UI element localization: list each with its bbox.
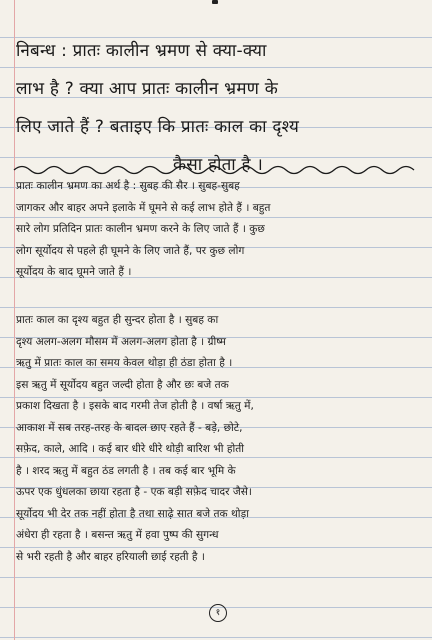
text-line: दृश्य अलग-अलग मौसम में अलग-अलग होता है । ग्रीष्म — [16, 335, 226, 348]
text-line: से भरी रहती है और बाहर हरियाली छाई रहती है । — [16, 550, 205, 563]
text-line: जागकर और बाहर अपने इलाके में घूमने से कई लाभ होते हैं । बहुत — [16, 201, 271, 214]
squiggle-divider — [12, 163, 422, 177]
text-line: सफ़ेद, काले, आदि । कई बार धीरे धीरे थोड़ी बारिश भी होती — [16, 443, 244, 455]
text-line: आकाश में सब तरह-तरह के बादल छाए रहते हैं - बड़े, छोटे, — [16, 421, 243, 434]
text-line: सारे लोग प्रतिदिन प्रातः कालीन भ्रमण करने के लिए जाते हैं । कुछ — [16, 223, 265, 235]
margin-line — [14, 0, 15, 640]
heading-line: लाभ है ? क्या आप प्रातः कालीन भ्रमण के — [16, 79, 279, 99]
text-line: लोग सूर्योदय से पहले ही घूमने के लिए जाते हैं, पर कुछ लोग — [16, 244, 245, 257]
text-line: अंधेरा ही रहता है । बसन्त ऋतु में हवा पुष्प की सुगन्ध — [16, 529, 219, 541]
text-line: इस ऋतु में सूर्योदय बहुत जल्दी होता है और छः बजे तक — [16, 378, 229, 391]
text-line: ऊपर एक धुंधलका छाया रहता है - एक बड़ी सफ़ेद चादर जैसे। — [16, 486, 252, 498]
text-line: सूर्योदय के बाद घूमने जाते हैं । — [16, 266, 132, 278]
essay-heading — [16, 32, 420, 184]
heading-line: लिए जाते हैं ? बताइए कि प्रातः काल का दृश्य — [16, 117, 300, 137]
text-line: ऋतु में प्रातः काल का समय केवल थोड़ा ही ठंडा होता है । — [16, 357, 233, 369]
text-line: सूर्योदय भी देर तक नहीं होता है तथा साढ़े सात बजे तक थोड़ा — [16, 507, 249, 520]
text-line: प्रकाश दिखता है । इसके बाद गरमी तेज होती है । वर्षा ऋतु में, — [16, 400, 254, 412]
heading-line: कैसा होता है । — [173, 155, 263, 175]
page-number: १ — [209, 604, 227, 622]
paragraph-morning-scene — [16, 310, 420, 568]
text-line: है । शरद ऋतु में बहुत ठंड लगती है । तब कई बार भूमि के — [16, 464, 236, 477]
text-line: प्रातः कालीन भ्रमण का अर्थ है : सुबह की सैर । सुबह-सुबह — [16, 180, 240, 192]
text-line: प्रातः काल का दृश्य बहुत ही सुन्दर होता है । सुबह का — [16, 314, 219, 326]
paragraph-morning-walk — [16, 176, 420, 284]
heading-line: निबन्ध : प्रातः कालीन भ्रमण से क्या-क्या — [16, 41, 267, 61]
ink-mark — [212, 0, 218, 4]
